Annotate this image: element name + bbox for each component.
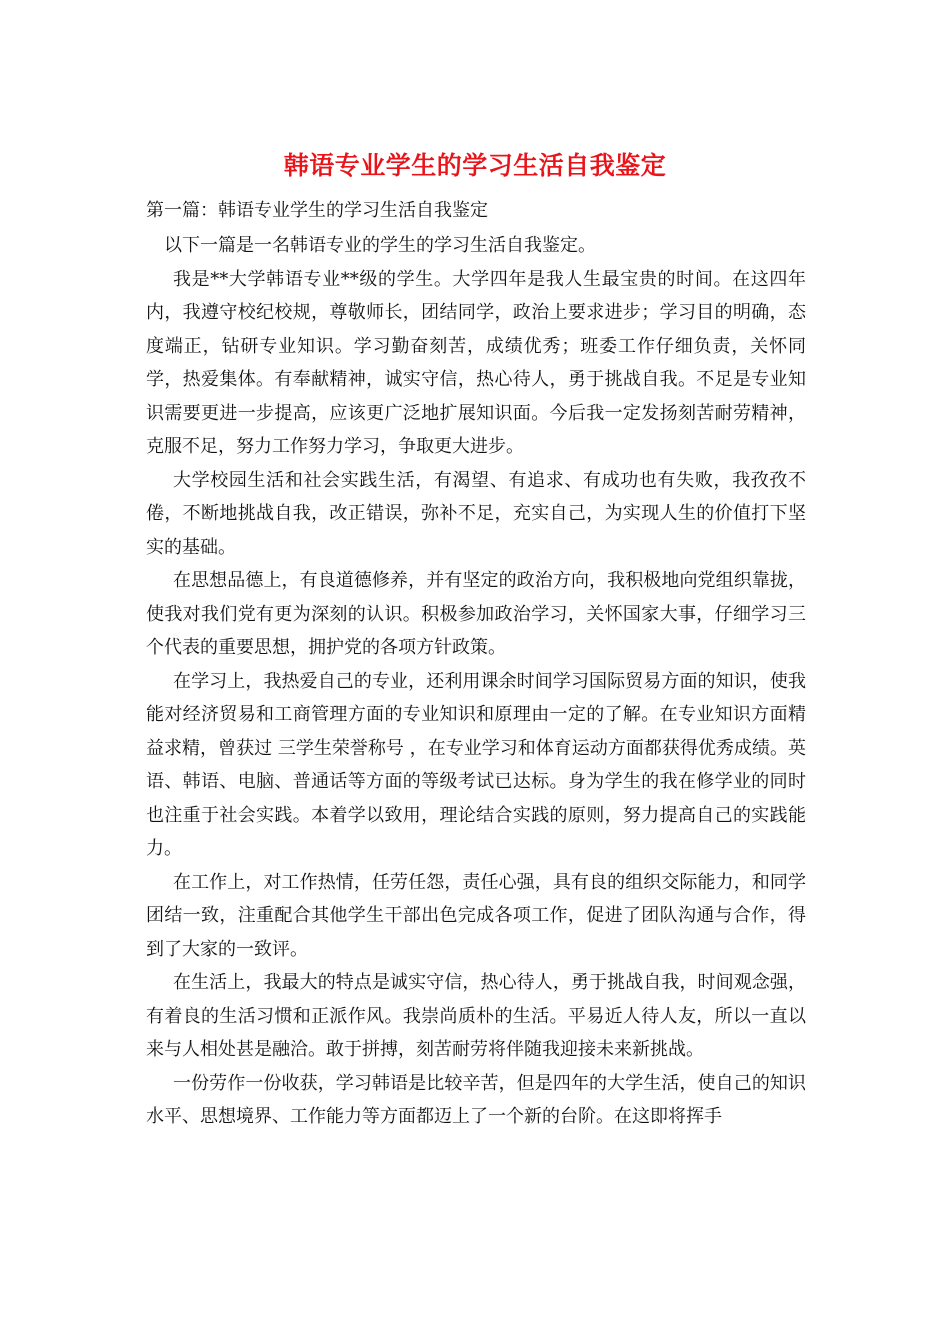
document-title: 韩语专业学生的学习生活自我鉴定: [283, 151, 667, 180]
paragraph: 在工作上，对工作热情，任劳任怨，责任心强，具有良的组织交际能力，和同学团结一致，注重配合其他学生干部出色完成各项工作，促进了团队沟通与合作，得到了大家的一致评。: [146, 871, 806, 960]
document-subtitle: 第一篇：韩语专业学生的学习生活自我鉴定: [146, 200, 488, 221]
paragraph-intro: 以下一篇是一名韩语专业的学生的学习生活自我鉴定。: [164, 235, 596, 256]
paragraph: 一份劳作一份收获，学习韩语是比较辛苦，但是四年的大学生活，使自己的知识水平、思想境界、工作能力等方面都迈上了一个新的台阶。在这即将挥手: [146, 1072, 806, 1127]
paragraph: 在生活上，我最大的特点是诚实守信，热心待人，勇于挑战自我，时间观念强，有着良的生活习惯和正派作风。我崇尚质朴的生活。平易近人待人友，所以一直以来与人相处甚是融洽。敢于拼搏，刻苦耐劳将伴随我迎接未来新挑战。: [146, 972, 806, 1060]
paragraph: 在学习上，我热爱自己的专业，还利用课余时间学习国际贸易方面的知识，使我能对经济贸易和工商管理方面的专业知识和原理由一定的了解。在专业知识方面精益求精，曾获过 三学生荣誉称号 ，在专业学习和体育运动方面都获得优秀成绩。英语、韩语、电脑、普通话等方面的等级考试已达标。身为学生的我在修学业的同时也注重于社会实践。本着学以致用，理论结合实践的原则，努力提高自己的实践能力。: [146, 670, 806, 859]
paragraph: 我是**大学韩语专业**级的学生。大学四年是我人生最宝贵的时间。在这四年内，我遵守校纪校规，尊敬师长，团结同学，政治上要求进步；学习目的明确，态度端正，钻研专业知识。学习勤奋刻苦，成绩优秀；班委工作仔细负责，关怀同学，热爱集体。有奉献精神，诚实守信，热心待人，勇于挑战自我。不足是专业知识需要更进一步提高，应该更广泛地扩展知识面。今后我一定发扬刻苦耐劳精神，克服不足，努力工作努力学习，争取更大进步。: [146, 268, 806, 457]
paragraph: 在思想品德上，有良道德修养，并有坚定的政治方向，我积极地向党组织靠拢，使我对我们党有更为深刻的认识。积极参加政治学习，关怀国家大事，仔细学习三个代表的重要思想，拥护党的各项方针政策。: [146, 570, 806, 658]
paragraph: 大学校园生活和社会实践生活，有渴望、有追求、有成功也有失败，我孜孜不倦，不断地挑战自我，改正错误，弥补不足，充实自己，为实现人生的价值打下坚实的基础。: [146, 469, 806, 558]
document-body: [146, 229, 806, 1134]
